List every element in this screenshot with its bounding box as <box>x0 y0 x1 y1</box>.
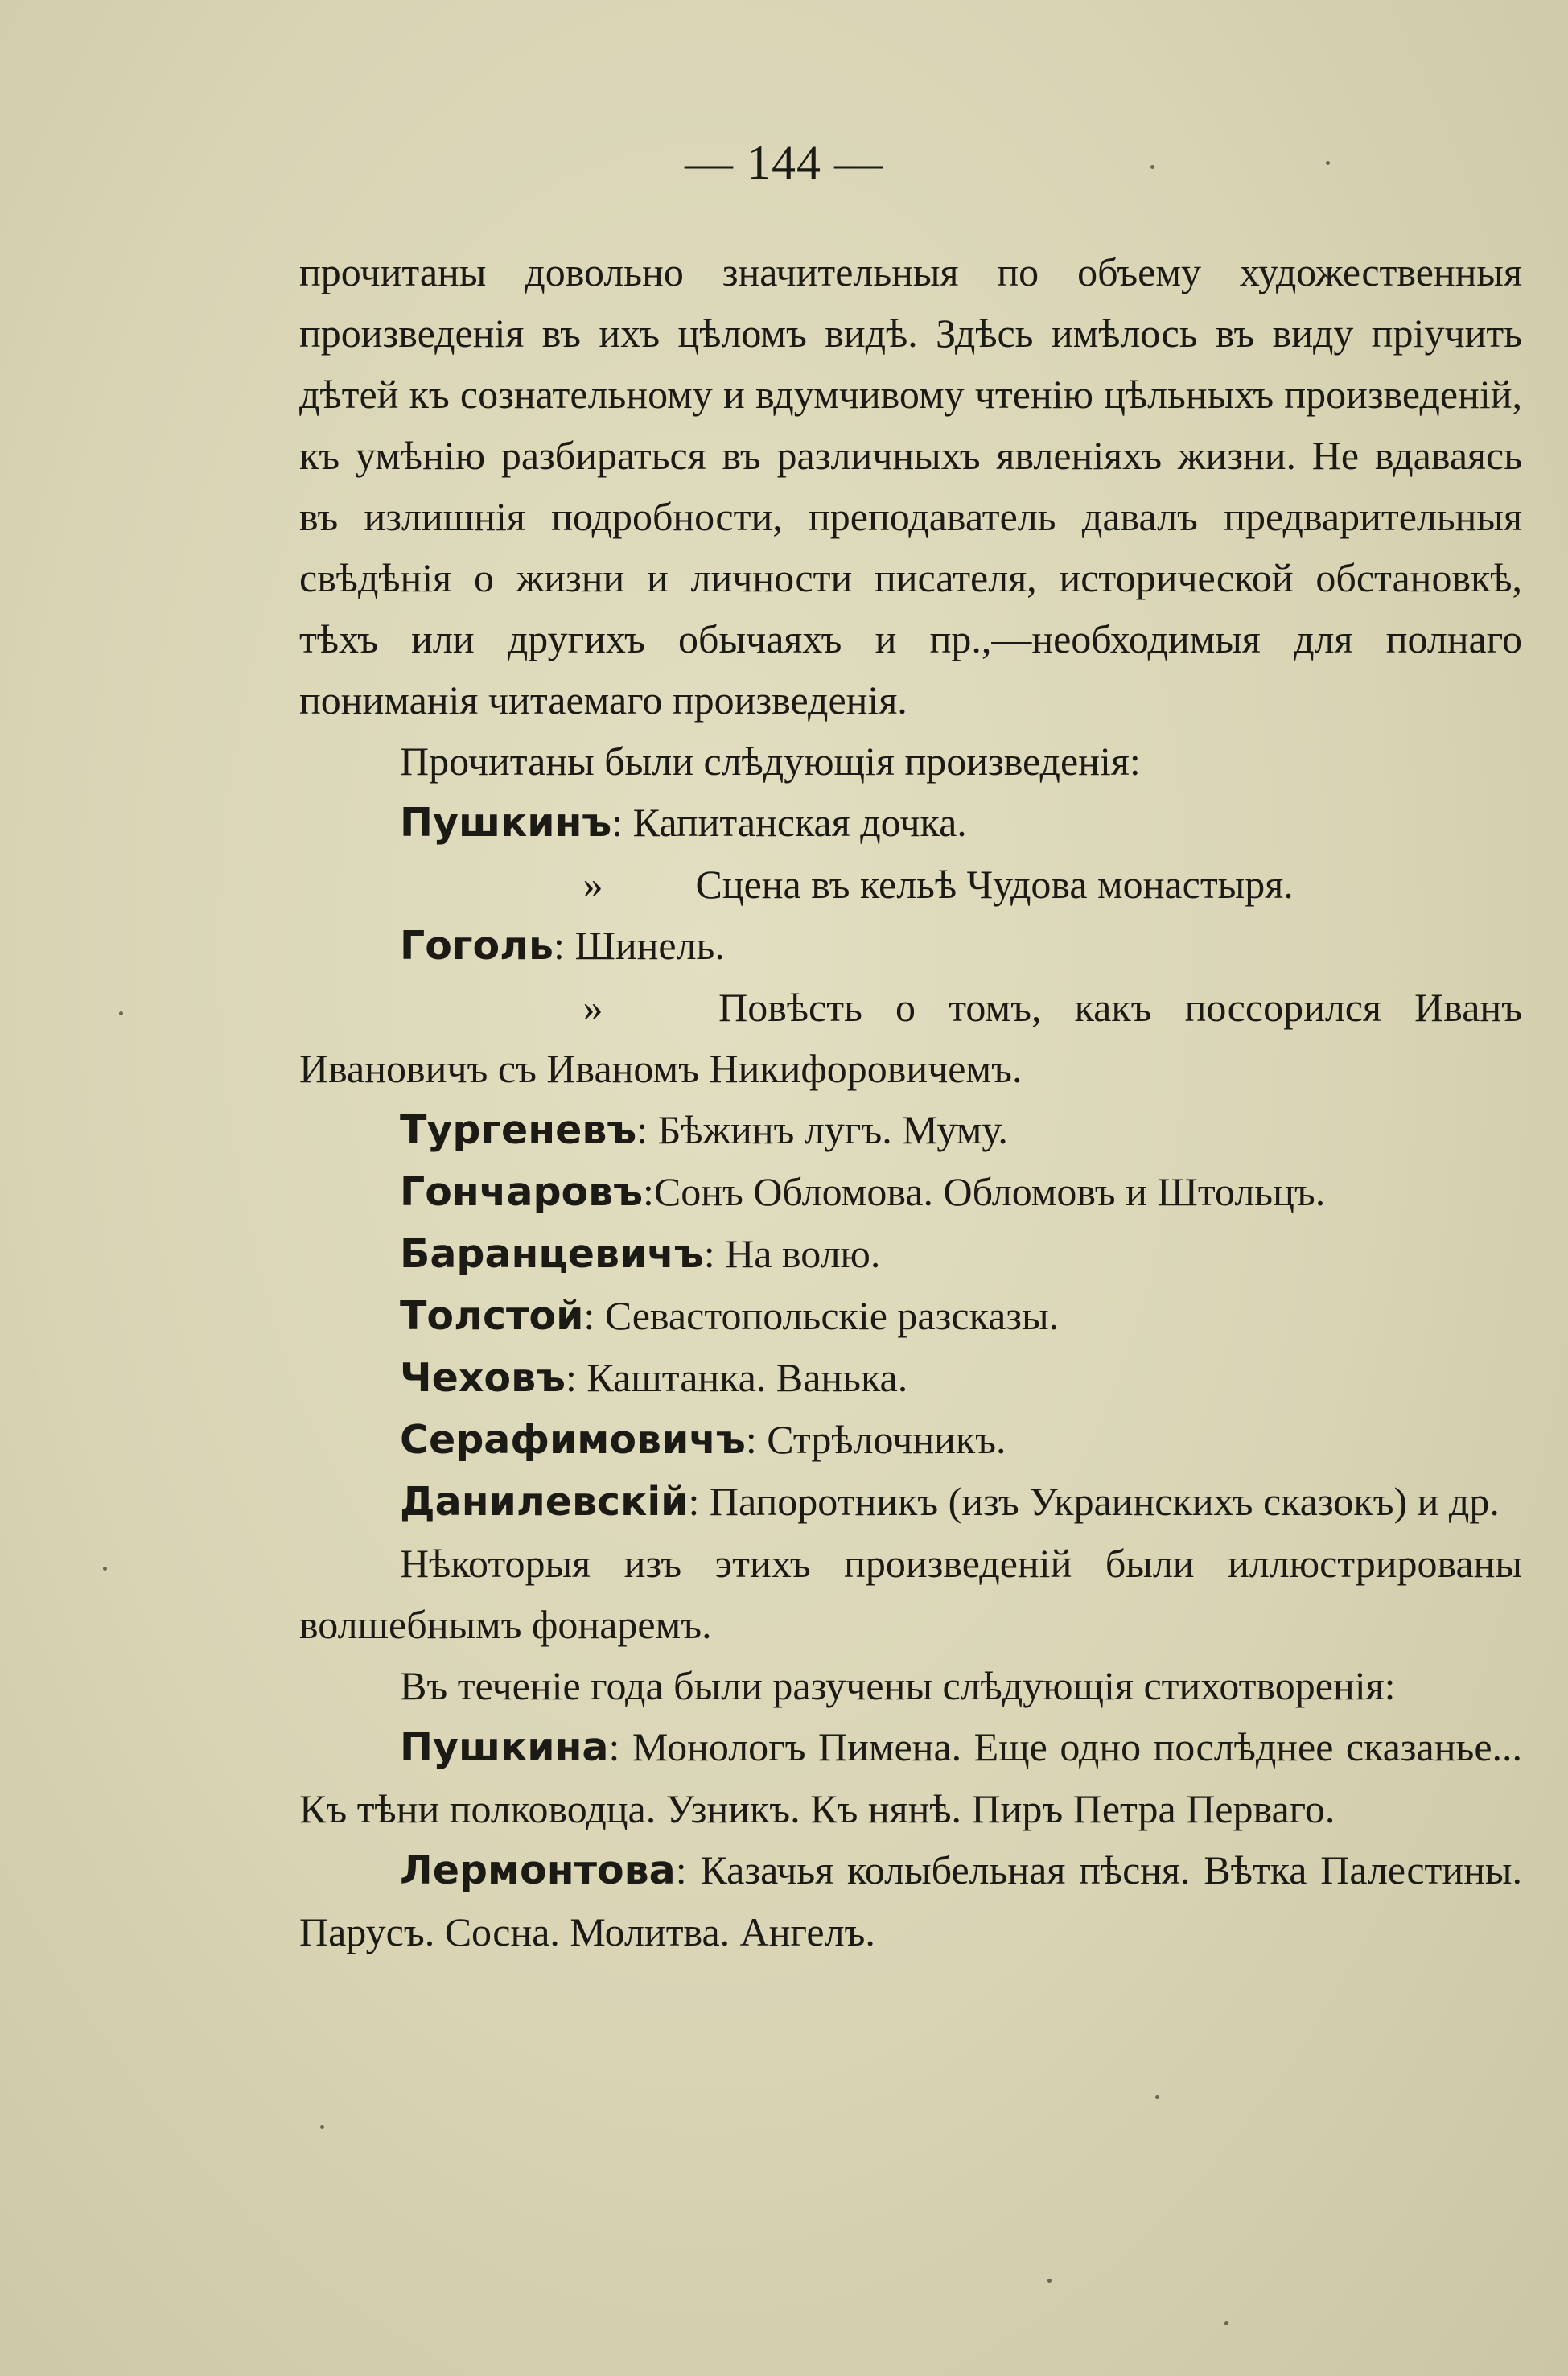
paper-speck <box>1150 165 1154 169</box>
paper-speck <box>320 2125 324 2129</box>
work-title: На волю. <box>725 1231 881 1276</box>
list-item: Лермонтова: Казачья колыбельная пѣсня. Вѣтка Палестины. Парусъ. Сосна. Молитва. Ангелъ. <box>299 1847 1523 1954</box>
work-title: Шинель. <box>574 923 725 968</box>
ditto-mark: » <box>582 985 603 1030</box>
paper-speck <box>1047 2279 1052 2283</box>
work-title: Каштанка. Ванька. <box>586 1355 908 1400</box>
author-name: Гоголь <box>400 923 554 969</box>
list-item: Баранцевичъ: На волю. <box>400 1231 881 1277</box>
author-name: Чеховъ <box>400 1355 566 1401</box>
works-heading: Прочитаны были слѣдующія произведенія: <box>400 739 1141 784</box>
work-title: Севастопольскіе разсказы. <box>604 1293 1060 1338</box>
works-list <box>299 792 1522 1533</box>
work-title: Бѣжинъ лугъ. Муму. <box>657 1107 1008 1152</box>
author-name: Данилевскій <box>400 1479 689 1525</box>
page-text <box>299 241 1522 1962</box>
work-title: Папоротникъ (изъ Украинскихъ сказокъ) и др. <box>709 1479 1500 1524</box>
list-item: Чеховъ: Каштанка. Ванька. <box>400 1355 908 1401</box>
author-name: Серафимовичъ <box>400 1417 746 1463</box>
page-number: — 144 — <box>685 136 883 189</box>
ditto-mark: » <box>582 862 603 907</box>
list-item: Данилевскій: Папоротникъ (изъ Украинскихъ сказокъ) и др. <box>400 1479 1500 1525</box>
paper-speck <box>1155 2095 1159 2099</box>
author-name: Лермонтова <box>400 1847 676 1893</box>
author-name: Пушкина <box>400 1724 609 1770</box>
list-item: Серафимовичъ: Стрѣлочникъ. <box>400 1417 1006 1463</box>
illustration-note: Нѣкоторыя изъ этихъ произведеній были иллюстрированы волшебнымъ фонаремъ. <box>299 1541 1522 1647</box>
poem-titles: Монологъ Пимена. Еще одно послѣднее сказанье... Къ тѣни полководца. Узникъ. Къ нянѣ. Пиръ Петра Перваго. <box>299 1724 1523 1831</box>
paper-speck <box>1326 161 1330 165</box>
author-name: Гончаровъ <box>400 1169 644 1215</box>
list-item <box>500 854 1522 915</box>
list-item: Толстой: Севастопольскіе разсказы. <box>400 1293 1060 1339</box>
paper-speck <box>1224 2321 1228 2325</box>
work-title: Сонъ Обломова. Обломовъ и Штольцъ. <box>653 1169 1326 1214</box>
paper-speck <box>103 1567 107 1571</box>
list-item: Гончаровъ:Сонъ Обломова. Обломовъ и Штольцъ. <box>400 1169 1326 1215</box>
work-title: Стрѣлочникъ. <box>767 1417 1006 1462</box>
list-item: Тургеневъ: Бѣжинъ лугъ. Муму. <box>400 1107 1008 1153</box>
list-item <box>299 977 1522 1099</box>
paper-speck <box>119 1011 123 1015</box>
poem-titles: Казачья колыбельная пѣсня. Вѣтка Палестины. Парусъ. Сосна. Молитва. Ангелъ. <box>299 1847 1523 1954</box>
author-name: Толстой <box>400 1293 584 1339</box>
list-item: Пушкина: Монологъ Пимена. Еще одно послѣднее сказанье... Къ тѣни полководца. Узникъ. Къ нянѣ. Пиръ Петра Перваго. <box>299 1724 1523 1831</box>
work-title: Капитанская дочка. <box>632 800 967 845</box>
author-name: Баранцевичъ <box>400 1231 704 1277</box>
poems-heading: Въ теченіе года были разучены слѣдующія стихотворенія: <box>400 1663 1396 1708</box>
poems-list <box>299 1716 1522 1962</box>
work-title: Повѣсть о томъ, какъ поссорился Иванъ Ивановичъ съ Иваномъ Никифоровичемъ. <box>299 985 1522 1091</box>
list-item: Пушкинъ: Капитанская дочка. <box>400 800 967 846</box>
work-title: Сцена въ кельѣ Чудова монастыря. <box>695 862 1294 907</box>
author-name: Пушкинъ <box>400 800 612 846</box>
author-name: Тургеневъ <box>400 1107 637 1153</box>
intro-paragraph: прочитаны довольно значительныя по объему художественныя произведенія въ ихъ цѣломъ видѣ. Здѣсь имѣлось въ виду пріучить дѣтей къ сознательному и вдумчивому чтенію цѣльныхъ произведеній, къ умѣнію разбираться въ различныхъ явленіяхъ жизни. Не вдаваясь въ излишнія подробности, преподаватель давалъ предварительныя свѣдѣнія о жизни и личности писателя, исторической обстановкѣ, тѣхъ или другихъ обычаяхъ и пр.,—необходимыя для полнаго пониманія читаемаго произведенія. <box>299 249 1522 723</box>
list-item: Гоголь: Шинель. <box>400 923 725 969</box>
